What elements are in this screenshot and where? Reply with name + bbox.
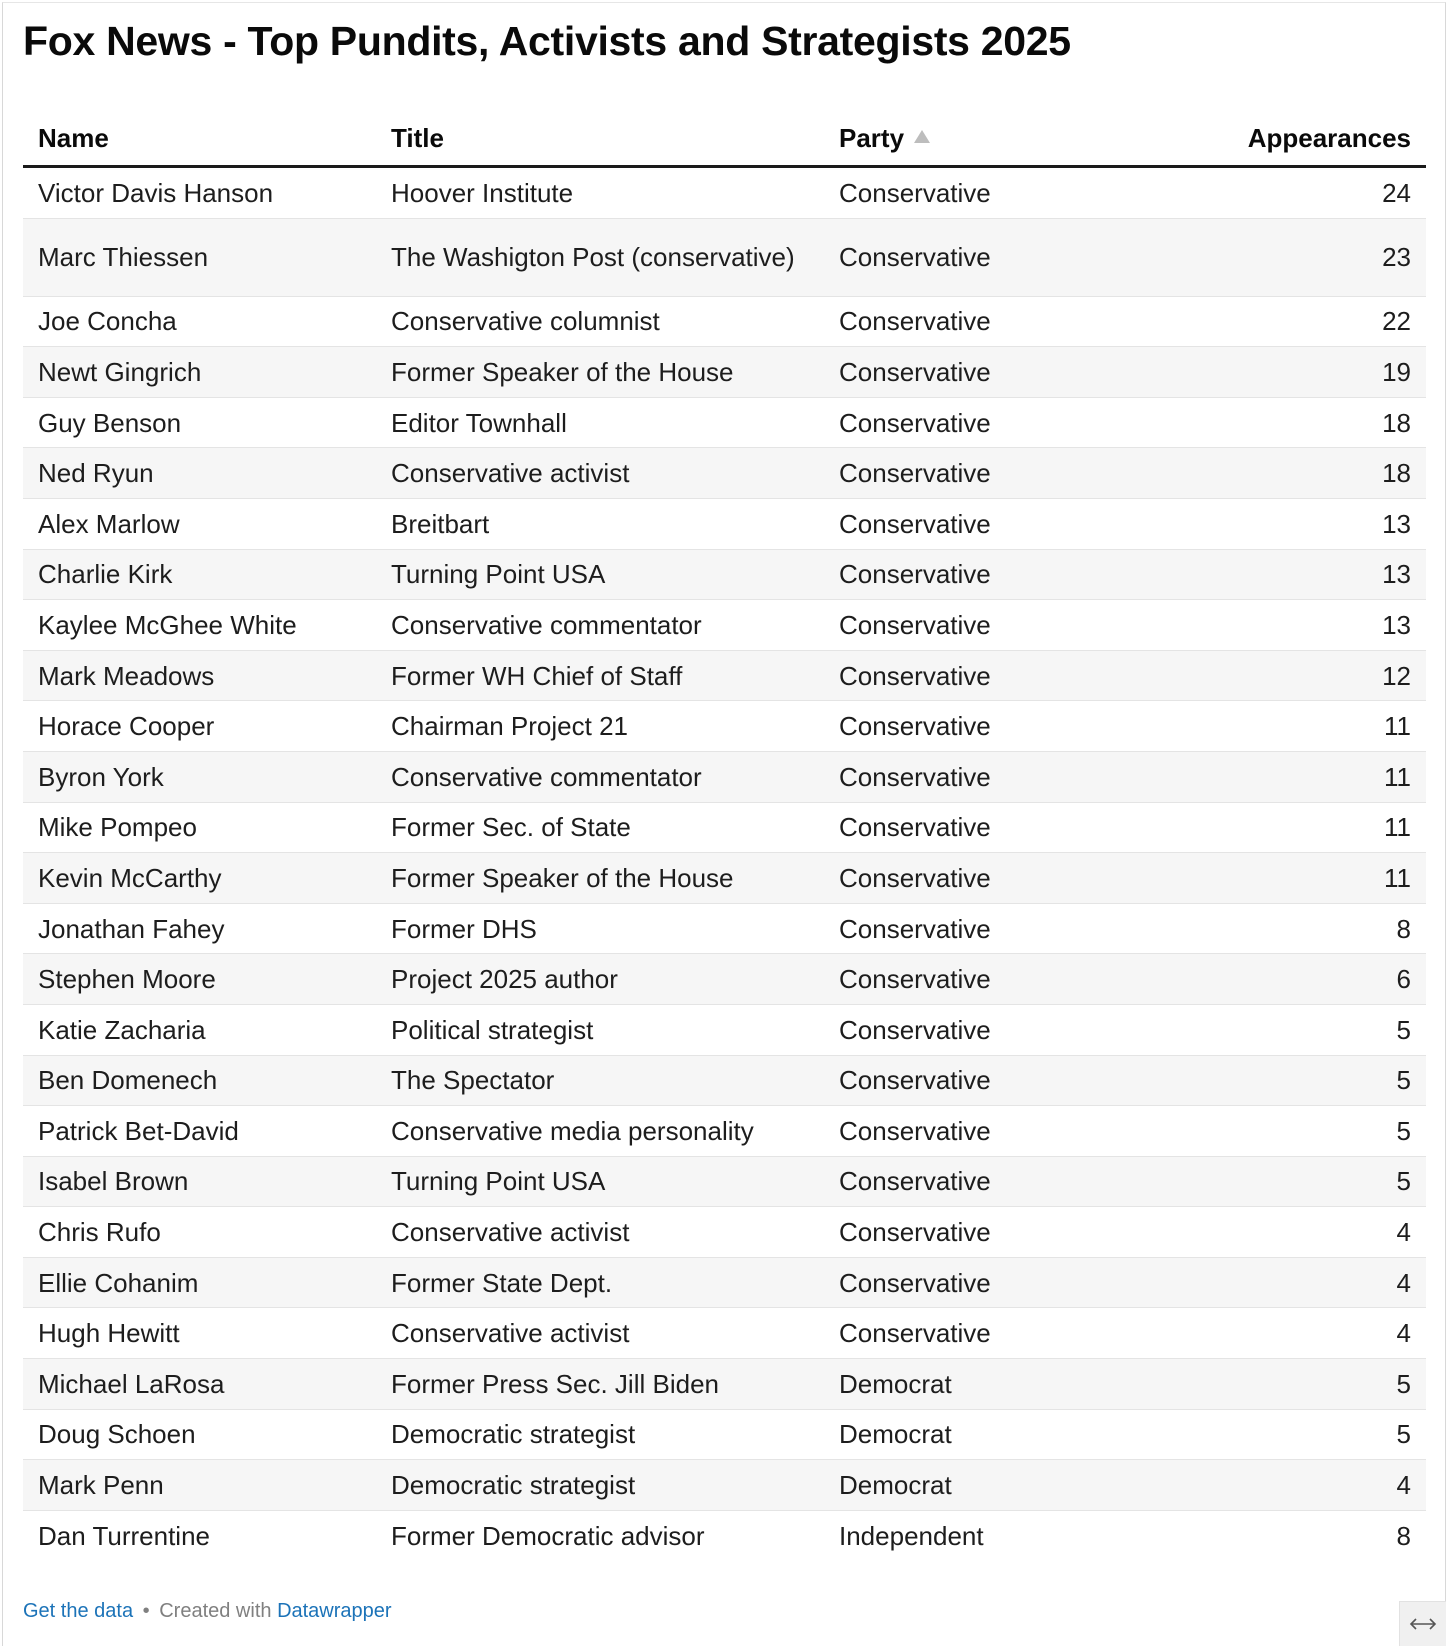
cell-title: Hoover Institute bbox=[376, 167, 824, 219]
cell-title: Conservative activist bbox=[376, 448, 824, 499]
cell-appearances: 8 bbox=[1120, 903, 1426, 954]
cell-name: Byron York bbox=[23, 751, 376, 802]
cell-name: Joe Concha bbox=[23, 296, 376, 347]
cell-appearances: 13 bbox=[1120, 600, 1426, 651]
cell-appearances: 18 bbox=[1120, 397, 1426, 448]
table-row bbox=[23, 701, 1426, 752]
cell-appearances: 22 bbox=[1120, 296, 1426, 347]
get-the-data-link[interactable]: Get the data bbox=[23, 1600, 134, 1622]
cell-title: Former DHS bbox=[376, 903, 824, 954]
cell-appearances: 12 bbox=[1120, 650, 1426, 701]
cell-appearances: 5 bbox=[1120, 1156, 1426, 1207]
table-header-row bbox=[23, 112, 1426, 167]
cell-party: Conservative bbox=[824, 549, 1120, 600]
table-row bbox=[23, 347, 1426, 398]
cell-name: Ned Ryun bbox=[23, 448, 376, 499]
cell-party: Democrat bbox=[824, 1460, 1120, 1511]
column-header-appearances[interactable] bbox=[1120, 112, 1426, 167]
table-row bbox=[23, 1106, 1426, 1157]
cell-appearances: 5 bbox=[1120, 1055, 1426, 1106]
datawrapper-link[interactable]: Datawrapper bbox=[277, 1600, 392, 1622]
cell-title: Conservative media personality bbox=[376, 1106, 824, 1157]
cell-appearances: 4 bbox=[1120, 1308, 1426, 1359]
cell-appearances: 5 bbox=[1120, 1409, 1426, 1460]
cell-title: Conservative commentator bbox=[376, 751, 824, 802]
cell-name: Mike Pompeo bbox=[23, 802, 376, 853]
cell-title: Turning Point USA bbox=[376, 549, 824, 600]
table-row bbox=[23, 1359, 1426, 1410]
cell-name: Dan Turrentine bbox=[38, 1520, 210, 1551]
cell-party: Conservative bbox=[824, 218, 1120, 296]
cell-party: Conservative bbox=[824, 167, 1120, 219]
cell-name: Mark Meadows bbox=[23, 650, 376, 701]
cell-party: Conservative bbox=[824, 751, 1120, 802]
created-with-text: Created with bbox=[159, 1600, 272, 1622]
cell-title: Democratic strategist bbox=[376, 1409, 824, 1460]
cell-name: Stephen Moore bbox=[23, 954, 376, 1005]
cell-title: Breitbart bbox=[376, 498, 824, 549]
chart-title: Fox News - Top Pundits, Activists and Strategists 2025 bbox=[23, 18, 1071, 64]
table-row bbox=[23, 1004, 1426, 1055]
cell-appearances: 23 bbox=[1120, 218, 1426, 296]
cell-title: Political strategist bbox=[376, 1004, 824, 1055]
cell-appearances: 5 bbox=[1120, 1359, 1426, 1410]
cell-appearances: 6 bbox=[1120, 954, 1426, 1005]
cell-title: Democratic strategist bbox=[376, 1460, 824, 1511]
cell-name: Marc Thiessen bbox=[23, 218, 376, 296]
column-header-party-label: Party bbox=[839, 123, 905, 153]
cell-appearances: 13 bbox=[1120, 498, 1426, 549]
cell-party: Conservative bbox=[824, 600, 1120, 651]
cell-title: Editor Townhall bbox=[376, 397, 824, 448]
table-row bbox=[23, 954, 1426, 1005]
cell-party: Conservative bbox=[824, 397, 1120, 448]
cell-party: Conservative bbox=[824, 1106, 1120, 1157]
cell-title: Chairman Project 21 bbox=[376, 701, 824, 752]
cell-name: Kaylee McGhee White bbox=[23, 600, 376, 651]
cell-title: Former Democratic advisor bbox=[391, 1520, 705, 1551]
column-header-name-label: Name bbox=[38, 123, 109, 153]
cell-name: Horace Cooper bbox=[23, 701, 376, 752]
cell-appearances: 4 bbox=[1120, 1207, 1426, 1258]
cell-party: Conservative bbox=[824, 1207, 1120, 1258]
cell-party: Conservative bbox=[824, 802, 1120, 853]
cell-name: Doug Schoen bbox=[23, 1409, 376, 1460]
data-table bbox=[23, 112, 1426, 1560]
cell-title: Project 2025 author bbox=[376, 954, 824, 1005]
cell-title: Conservative commentator bbox=[376, 600, 824, 651]
table-row bbox=[23, 448, 1426, 499]
table-row bbox=[23, 1409, 1426, 1460]
cell-appearances: 4 bbox=[1120, 1257, 1426, 1308]
cell-party: Democrat bbox=[824, 1409, 1120, 1460]
cell-appearances: 24 bbox=[1120, 167, 1426, 219]
table-row bbox=[23, 853, 1426, 904]
cell-appearances: 8 bbox=[1396, 1520, 1411, 1551]
cell-title: Conservative columnist bbox=[376, 296, 824, 347]
cell-name: Guy Benson bbox=[23, 397, 376, 448]
table-row bbox=[23, 1257, 1426, 1308]
cell-title: Conservative activist bbox=[376, 1308, 824, 1359]
cell-title: Former Sec. of State bbox=[376, 802, 824, 853]
table-row bbox=[23, 1156, 1426, 1207]
cell-party: Conservative bbox=[824, 1257, 1120, 1308]
cell-title: Former WH Chief of Staff bbox=[376, 650, 824, 701]
cell-party: Conservative bbox=[824, 903, 1120, 954]
table-row bbox=[23, 600, 1426, 651]
cell-name: Kevin McCarthy bbox=[23, 853, 376, 904]
table-row bbox=[23, 167, 1426, 219]
cell-title: Former Press Sec. Jill Biden bbox=[376, 1359, 824, 1410]
column-header-name[interactable] bbox=[23, 112, 376, 167]
cell-appearances: 11 bbox=[1120, 853, 1426, 904]
cell-name: Newt Gingrich bbox=[23, 347, 376, 398]
cell-party: Conservative bbox=[824, 954, 1120, 1005]
cell-party: Democrat bbox=[824, 1359, 1120, 1410]
table-row bbox=[23, 1055, 1426, 1106]
footer-separator: • bbox=[142, 1600, 150, 1622]
footer bbox=[23, 1600, 392, 1623]
cell-appearances: 11 bbox=[1120, 751, 1426, 802]
cell-title: Conservative activist bbox=[376, 1207, 824, 1258]
cell-name: Ellie Cohanim bbox=[23, 1257, 376, 1308]
cell-party: Conservative bbox=[824, 448, 1120, 499]
cell-appearances: 18 bbox=[1120, 448, 1426, 499]
table-row bbox=[23, 1510, 1426, 1560]
cell-name: Isabel Brown bbox=[23, 1156, 376, 1207]
cell-appearances: 13 bbox=[1120, 549, 1426, 600]
table-row bbox=[23, 650, 1426, 701]
cell-name: Mark Penn bbox=[23, 1460, 376, 1511]
cell-appearances: 19 bbox=[1120, 347, 1426, 398]
cell-party: Conservative bbox=[824, 347, 1120, 398]
cell-name: Patrick Bet-David bbox=[23, 1106, 376, 1157]
cell-name: Michael LaRosa bbox=[23, 1359, 376, 1410]
cell-party: Conservative bbox=[824, 1156, 1120, 1207]
table-row bbox=[23, 549, 1426, 600]
cell-appearances: 11 bbox=[1120, 802, 1426, 853]
cell-name: Chris Rufo bbox=[23, 1207, 376, 1258]
cell-name: Hugh Hewitt bbox=[23, 1308, 376, 1359]
cell-name: Alex Marlow bbox=[23, 498, 376, 549]
column-header-title[interactable] bbox=[376, 112, 824, 167]
cell-name: Katie Zacharia bbox=[23, 1004, 376, 1055]
cell-party: Conservative bbox=[824, 296, 1120, 347]
cell-party: Conservative bbox=[824, 1004, 1120, 1055]
cell-appearances: 5 bbox=[1120, 1106, 1426, 1157]
table-row bbox=[23, 1460, 1426, 1511]
table-body bbox=[23, 167, 1426, 1561]
horizontal-resize-icon bbox=[1408, 1617, 1438, 1631]
table-row bbox=[23, 218, 1426, 296]
cell-name: Ben Domenech bbox=[23, 1055, 376, 1106]
cell-party: Conservative bbox=[824, 1055, 1120, 1106]
table-row bbox=[23, 397, 1426, 448]
cell-name: Victor Davis Hanson bbox=[23, 167, 376, 219]
cell-appearances: 5 bbox=[1120, 1004, 1426, 1055]
cell-party: Conservative bbox=[824, 650, 1120, 701]
table-row bbox=[23, 903, 1426, 954]
table-row bbox=[23, 802, 1426, 853]
cell-appearances: 4 bbox=[1120, 1460, 1426, 1511]
cell-title: Former Speaker of the House bbox=[376, 853, 824, 904]
cell-party: Conservative bbox=[824, 853, 1120, 904]
column-header-title-label: Title bbox=[391, 123, 444, 153]
table-row bbox=[23, 498, 1426, 549]
cell-title: The Spectator bbox=[376, 1055, 824, 1106]
cell-name: Jonathan Fahey bbox=[23, 903, 376, 954]
cell-title: Former State Dept. bbox=[376, 1257, 824, 1308]
table-row bbox=[23, 1308, 1426, 1359]
table-row bbox=[23, 296, 1426, 347]
table-row bbox=[23, 1207, 1426, 1258]
cell-party: Conservative bbox=[824, 498, 1120, 549]
cell-name: Charlie Kirk bbox=[23, 549, 376, 600]
cell-party: Conservative bbox=[824, 1308, 1120, 1359]
cell-party: Independent bbox=[839, 1520, 984, 1551]
sort-ascending-icon bbox=[914, 130, 930, 143]
cell-party: Conservative bbox=[824, 701, 1120, 752]
column-header-party[interactable] bbox=[824, 112, 1120, 167]
cell-title: Former Speaker of the House bbox=[376, 347, 824, 398]
resize-handle[interactable] bbox=[1399, 1601, 1446, 1646]
cell-appearances: 11 bbox=[1120, 701, 1426, 752]
cell-title: The Washigton Post (conservative) bbox=[376, 218, 824, 296]
cell-title: Turning Point USA bbox=[376, 1156, 824, 1207]
table-row bbox=[23, 751, 1426, 802]
column-header-appearances-label: Appearances bbox=[1247, 123, 1411, 153]
